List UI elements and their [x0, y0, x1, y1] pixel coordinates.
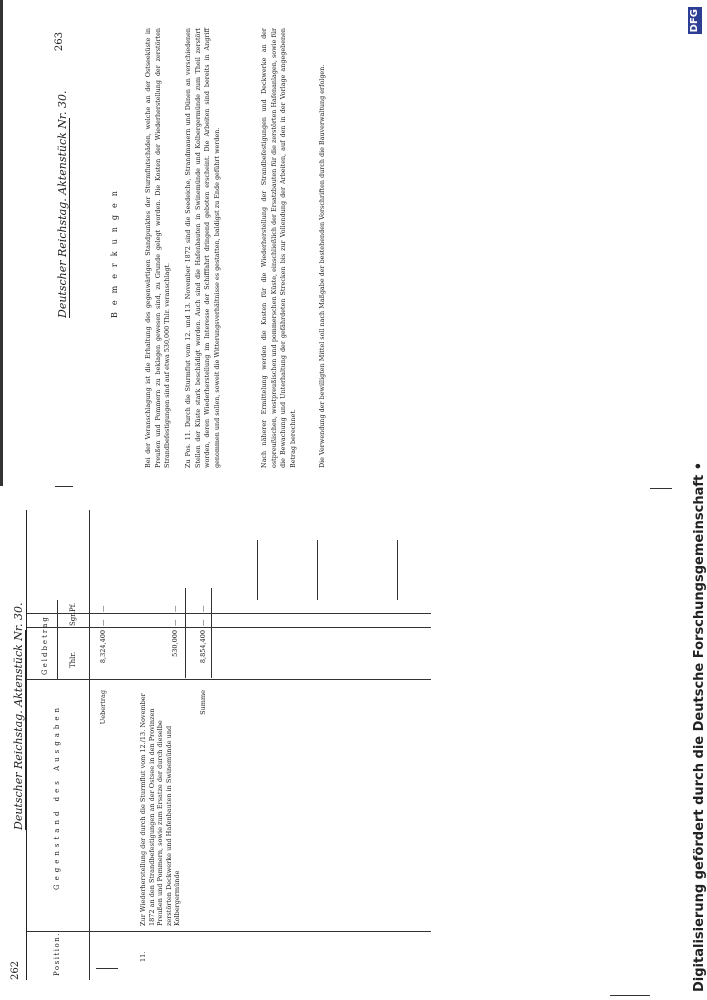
left-page [10, 510, 430, 980]
left-page-number: 262 [10, 960, 21, 980]
remarks-title: Bemerkungen [110, 184, 119, 318]
column-header-sgr: Sgr. [69, 611, 77, 626]
sum-rule [185, 588, 186, 678]
row-sgr: — [99, 619, 107, 626]
row-pf: — [171, 605, 179, 612]
right-page-header: Deutscher Reichstag. Aktenstück Nr. 30. [56, 90, 69, 318]
banner-text: Digitalisierung gefördert durch die Deutsche Forschungsgemeinschaft • [692, 461, 707, 992]
dfg-side-banner [688, 7, 707, 992]
row-description: Zur Wiederherstellung der durch die Sturmflut vom 12./13. November 1872 an den Strandbefestigungen an der Ostsee in den Provinzen Preußen und Pommern, sowie zum Ersatze der durch dieselbe zerstörten Deckwerke und Hafenbauten in Swinemünde und Kolbergermünde [139, 693, 181, 926]
sum-underline [211, 588, 212, 678]
stray-rule [257, 540, 258, 600]
column-header-description: Gegenstand des Ausgaben [53, 703, 61, 890]
right-page [52, 28, 392, 468]
left-page-header: Deutscher Reichstag. Aktenstück Nr. 30. [12, 602, 25, 830]
remarks-paragraph: Die Verwendung der bewilligten Mittel soll nach Maßgabe der bestehenden Vorschriften durch die Bauverwaltung erfolgen. [318, 64, 326, 468]
budget-table [26, 510, 431, 980]
column-divider [27, 613, 431, 614]
column-divider [27, 931, 431, 932]
row-thaler: 8,854,400 [199, 630, 207, 664]
column-header-thaler: Thlr. [69, 651, 77, 668]
remarks-paragraph: Zu Pos. 11. Durch die Sturmflut vom 12. und 13. November 1872 sind die Seedeiche, Strandmauern und Dünen an verschiedenen Stellen der Küste stark beschädigt worden. Auch sind die Hafenbauten in Swinemünde und Kolbergermünde zum Theil zerstört worden, deren Wiederherstellung im Interesse der Schifffahrt dringend geboten erscheint. Die Arbeiten sind bereits in Angriff genommen und sollen, soweit die Witterungsverhältnisse es gestatten, baldigst zu Ende geführt werden. [184, 28, 221, 468]
row-pf: — [99, 605, 107, 612]
row-sgr: — [171, 619, 179, 626]
row-description: Summe [199, 690, 207, 715]
right-page-number: 263 [54, 32, 65, 52]
remarks-paragraph: Nach näherer Ermittelung werden die Kosten für die Wiederherstellung der Strandbefestigungen und Deckwerke an der ostpreußischen, westpreußischen und pommerschen Küste, einschließlich der Ersatzbauten für die zerstörten Hafenanlagen, sowie für die Bewachung und Unterhaltung der gefährdeten Strecken bis zur Vollendung der Arbeiten, auf den in der Vorlage angegebenen Betrag berechnet. [260, 28, 297, 468]
header-rule [89, 510, 90, 980]
stray-rule [317, 540, 318, 600]
scan-edge-mark [610, 995, 650, 996]
scan-edge-mark [96, 968, 118, 969]
row-pf: — [199, 605, 207, 612]
column-header-number: Position. [53, 932, 61, 976]
row-number: 11. [139, 951, 147, 962]
column-header-amount: Geldbetrag [41, 615, 49, 675]
row-thaler: 8,324,400 [99, 630, 107, 664]
scan-edge-mark [650, 488, 672, 489]
right-header-rule [69, 118, 70, 318]
stray-rule [397, 540, 398, 600]
scan-edge-mark [0, 0, 3, 486]
dfg-logo: DFG [689, 9, 700, 33]
scan-edge-mark [55, 486, 73, 487]
row-description: Uebertrag [99, 690, 107, 725]
row-sgr: — [199, 619, 207, 626]
column-header-pf: Pf. [69, 602, 77, 612]
amount-subheader-rule [57, 600, 58, 680]
remarks-paragraph: Bei der Veranschlagung ist die Erhaltung des gegenwärtigen Standpunktes der Sturmflutschäden, welche an der Ostseeküste in Preußen und Pommern zu beklagen gewesen sind, zu Grunde gelegt worden. Die Kosten der Wiederherstellung der zerstörten Strandbefestigungen sind auf etwa 530,000 Thlr. veranschlagt. [144, 28, 172, 468]
column-divider [27, 679, 431, 680]
column-divider [27, 627, 431, 628]
row-thaler: 530,000 [171, 630, 179, 657]
